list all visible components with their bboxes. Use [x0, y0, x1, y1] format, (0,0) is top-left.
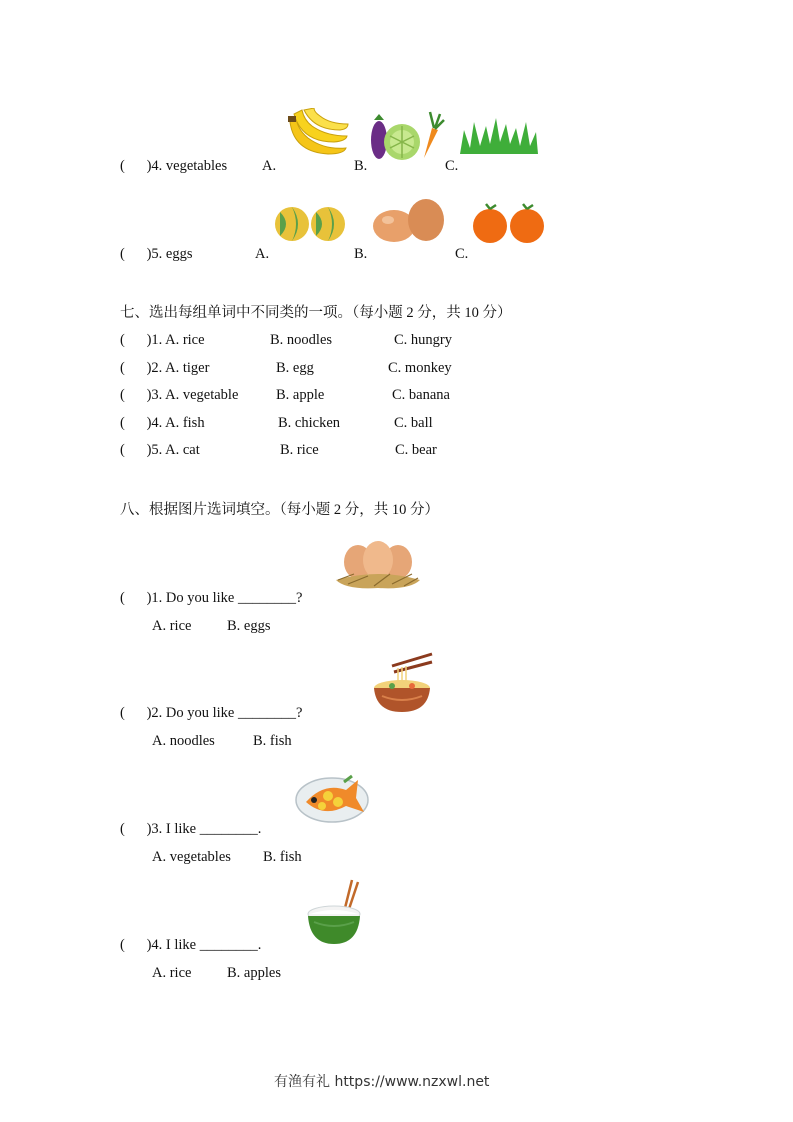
s7-question-3: ( )3. A. vegetable: [120, 387, 239, 403]
rice-bowl-icon: [306, 878, 362, 946]
question-5-eggs: ( )5. eggs: [120, 246, 193, 262]
question-4-vegetables: ( )4. vegetables: [120, 158, 228, 174]
s7-option-b: B. apple: [276, 387, 325, 403]
s8-option-a: A. rice: [152, 965, 192, 981]
s7-option-c: C. banana: [392, 387, 450, 403]
s8-option-b: B. fish: [253, 733, 292, 749]
ball-icon: [274, 204, 346, 244]
s7-question-1: ( )1. A. rice: [120, 332, 205, 348]
s8-option-b: B. fish: [263, 849, 302, 865]
option-b-label: B.: [354, 246, 368, 262]
s7-option-c: C. ball: [394, 415, 433, 431]
option-b-label: B.: [354, 158, 368, 174]
s8-option-b: B. eggs: [227, 618, 271, 634]
orange-icon: [472, 202, 546, 244]
fish-plate-icon: [294, 768, 372, 826]
option-a-label: A.: [262, 158, 277, 174]
s7-option-b: B. rice: [280, 442, 319, 458]
s8-option-a: A. noodles: [152, 733, 215, 749]
s7-option-b: B. egg: [276, 360, 314, 376]
s7-option-c: C. monkey: [388, 360, 452, 376]
s7-option-c: C. hungry: [394, 332, 452, 348]
s8-question-2: ( )2. Do you like ________?: [120, 705, 303, 721]
section-7-title: 七、选出每组单词中不同类的一项。（每小题 2 分，共 10 分）: [120, 305, 512, 321]
s7-option-b: B. chicken: [278, 415, 341, 431]
banana-icon: [284, 108, 350, 162]
s8-option-a: A. rice: [152, 618, 192, 634]
noodle-bowl-icon: [372, 650, 434, 714]
option-a-label: A.: [255, 246, 270, 262]
section-8-title: 八、根据图片选词填空。（每小题 2 分，共 10 分）: [120, 502, 439, 518]
s8-question-4: ( )4. I like ________.: [120, 937, 262, 953]
option-c-label: C.: [455, 246, 469, 262]
s7-option-b: B. noodles: [270, 332, 333, 348]
vegetables-icon: [368, 108, 446, 162]
egg-icon: [372, 198, 446, 244]
s8-option-a: A. vegetables: [152, 849, 231, 865]
s8-question-3: ( )3. I like ________.: [120, 821, 262, 837]
s7-question-2: ( )2. A. tiger: [120, 360, 210, 376]
page-footer-watermark: 有渔有礼 https://www.nzxwl.net: [274, 1074, 490, 1090]
grass-icon: [460, 116, 538, 154]
s7-question-5: ( )5. A. cat: [120, 442, 200, 458]
s8-question-1: ( )1. Do you like ________?: [120, 590, 303, 606]
s7-question-4: ( )4. A. fish: [120, 415, 205, 431]
s7-option-c: C. bear: [395, 442, 437, 458]
option-c-label: C.: [445, 158, 459, 174]
s8-option-b: B. apples: [227, 965, 281, 981]
egg-nest-icon: [334, 540, 422, 590]
